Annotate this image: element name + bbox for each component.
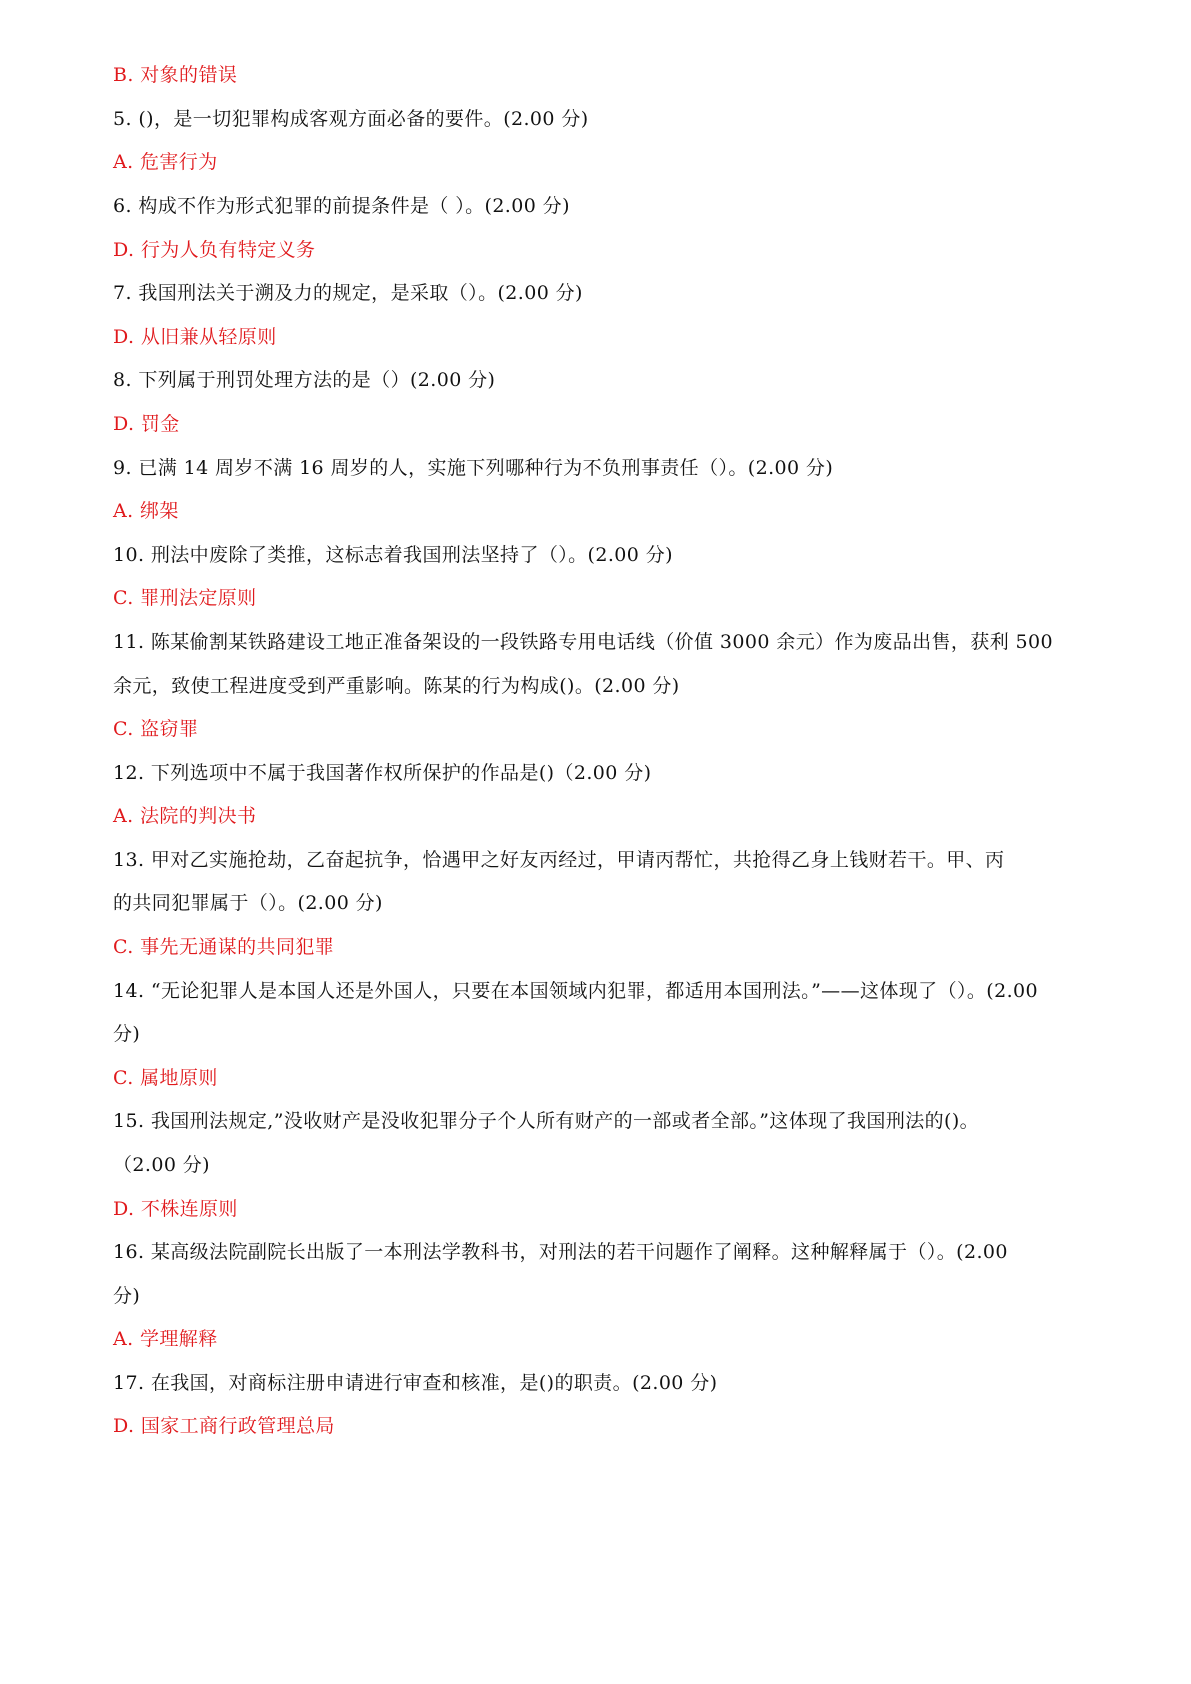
question-line: 13. 甲对乙实施抢劫，乙奋起抗争，恰遇甲之好友丙经过，甲请丙帮忙，共抢得乙身上钱财若干。甲、丙 [113,849,1005,871]
answer-line: D. 不株连原则 [113,1198,238,1220]
answer-line: D. 罚金 [113,413,180,435]
answer-line: C. 属地原则 [113,1067,218,1089]
answer-line: C. 盗窃罪 [113,718,199,740]
answer-line: D. 行为人负有特定义务 [113,239,316,261]
answer-line: C. 罪刑法定原则 [113,587,257,609]
question-line: 12. 下列选项中不属于我国著作权所保护的作品是()（2.00 分) [113,762,652,784]
answer-line: D. 从旧兼从轻原则 [113,326,277,348]
question-line: 5. ()，是一切犯罪构成客观方面必备的要件。(2.00 分) [113,108,589,130]
answer-line: A. 危害行为 [113,151,218,173]
question-line: 15. 我国刑法规定,”没收财产是没收犯罪分子个人所有财产的一部或者全部。”这体现了我国刑法的()。 [113,1110,980,1132]
question-line: 17. 在我国，对商标注册申请进行审查和核准，是()的职责。(2.00 分) [113,1372,718,1394]
question-line: 11. 陈某偷割某铁路建设工地正准备架设的一段铁路专用电话线（价值 3000 余元）作为废品出售，获利 500 [113,631,1053,653]
question-line: （2.00 分) [113,1154,210,1176]
answer-line: A. 法院的判决书 [113,805,257,827]
question-line: 8. 下列属于刑罚处理方法的是（）(2.00 分) [113,369,496,391]
question-line: 分) [113,1285,141,1307]
question-line: 9. 已满 14 周岁不满 16 周岁的人，实施下列哪种行为不负刑事责任（）。(2.00 分) [113,457,834,479]
answer-line: B. 对象的错误 [113,64,238,86]
answer-line: A. 学理解释 [113,1328,218,1350]
question-line: 6. 构成不作为形式犯罪的前提条件是（ ）。(2.00 分) [113,195,570,217]
answer-line: D. 国家工商行政管理总局 [113,1415,335,1437]
question-line: 16. 某高级法院副院长出版了一本刑法学教科书，对刑法的若干问题作了阐释。这种解释属于（）。(2.00 [113,1241,1008,1263]
question-line: 14. “无论犯罪人是本国人还是外国人，只要在本国领域内犯罪，都适用本国刑法。”——这体现了（）。(2.00 [113,980,1039,1002]
question-line: 7. 我国刑法关于溯及力的规定，是采取（）。(2.00 分) [113,282,583,304]
answer-line: C. 事先无通谋的共同犯罪 [113,936,335,958]
question-line: 分) [113,1023,141,1045]
question-line: 余元，致使工程进度受到严重影响。陈某的行为构成()。(2.00 分) [113,675,680,697]
question-line: 的共同犯罪属于（）。(2.00 分) [113,892,383,914]
answer-line: A. 绑架 [113,500,179,522]
question-line: 10. 刑法中废除了类推，这标志着我国刑法坚持了（）。(2.00 分) [113,544,673,566]
